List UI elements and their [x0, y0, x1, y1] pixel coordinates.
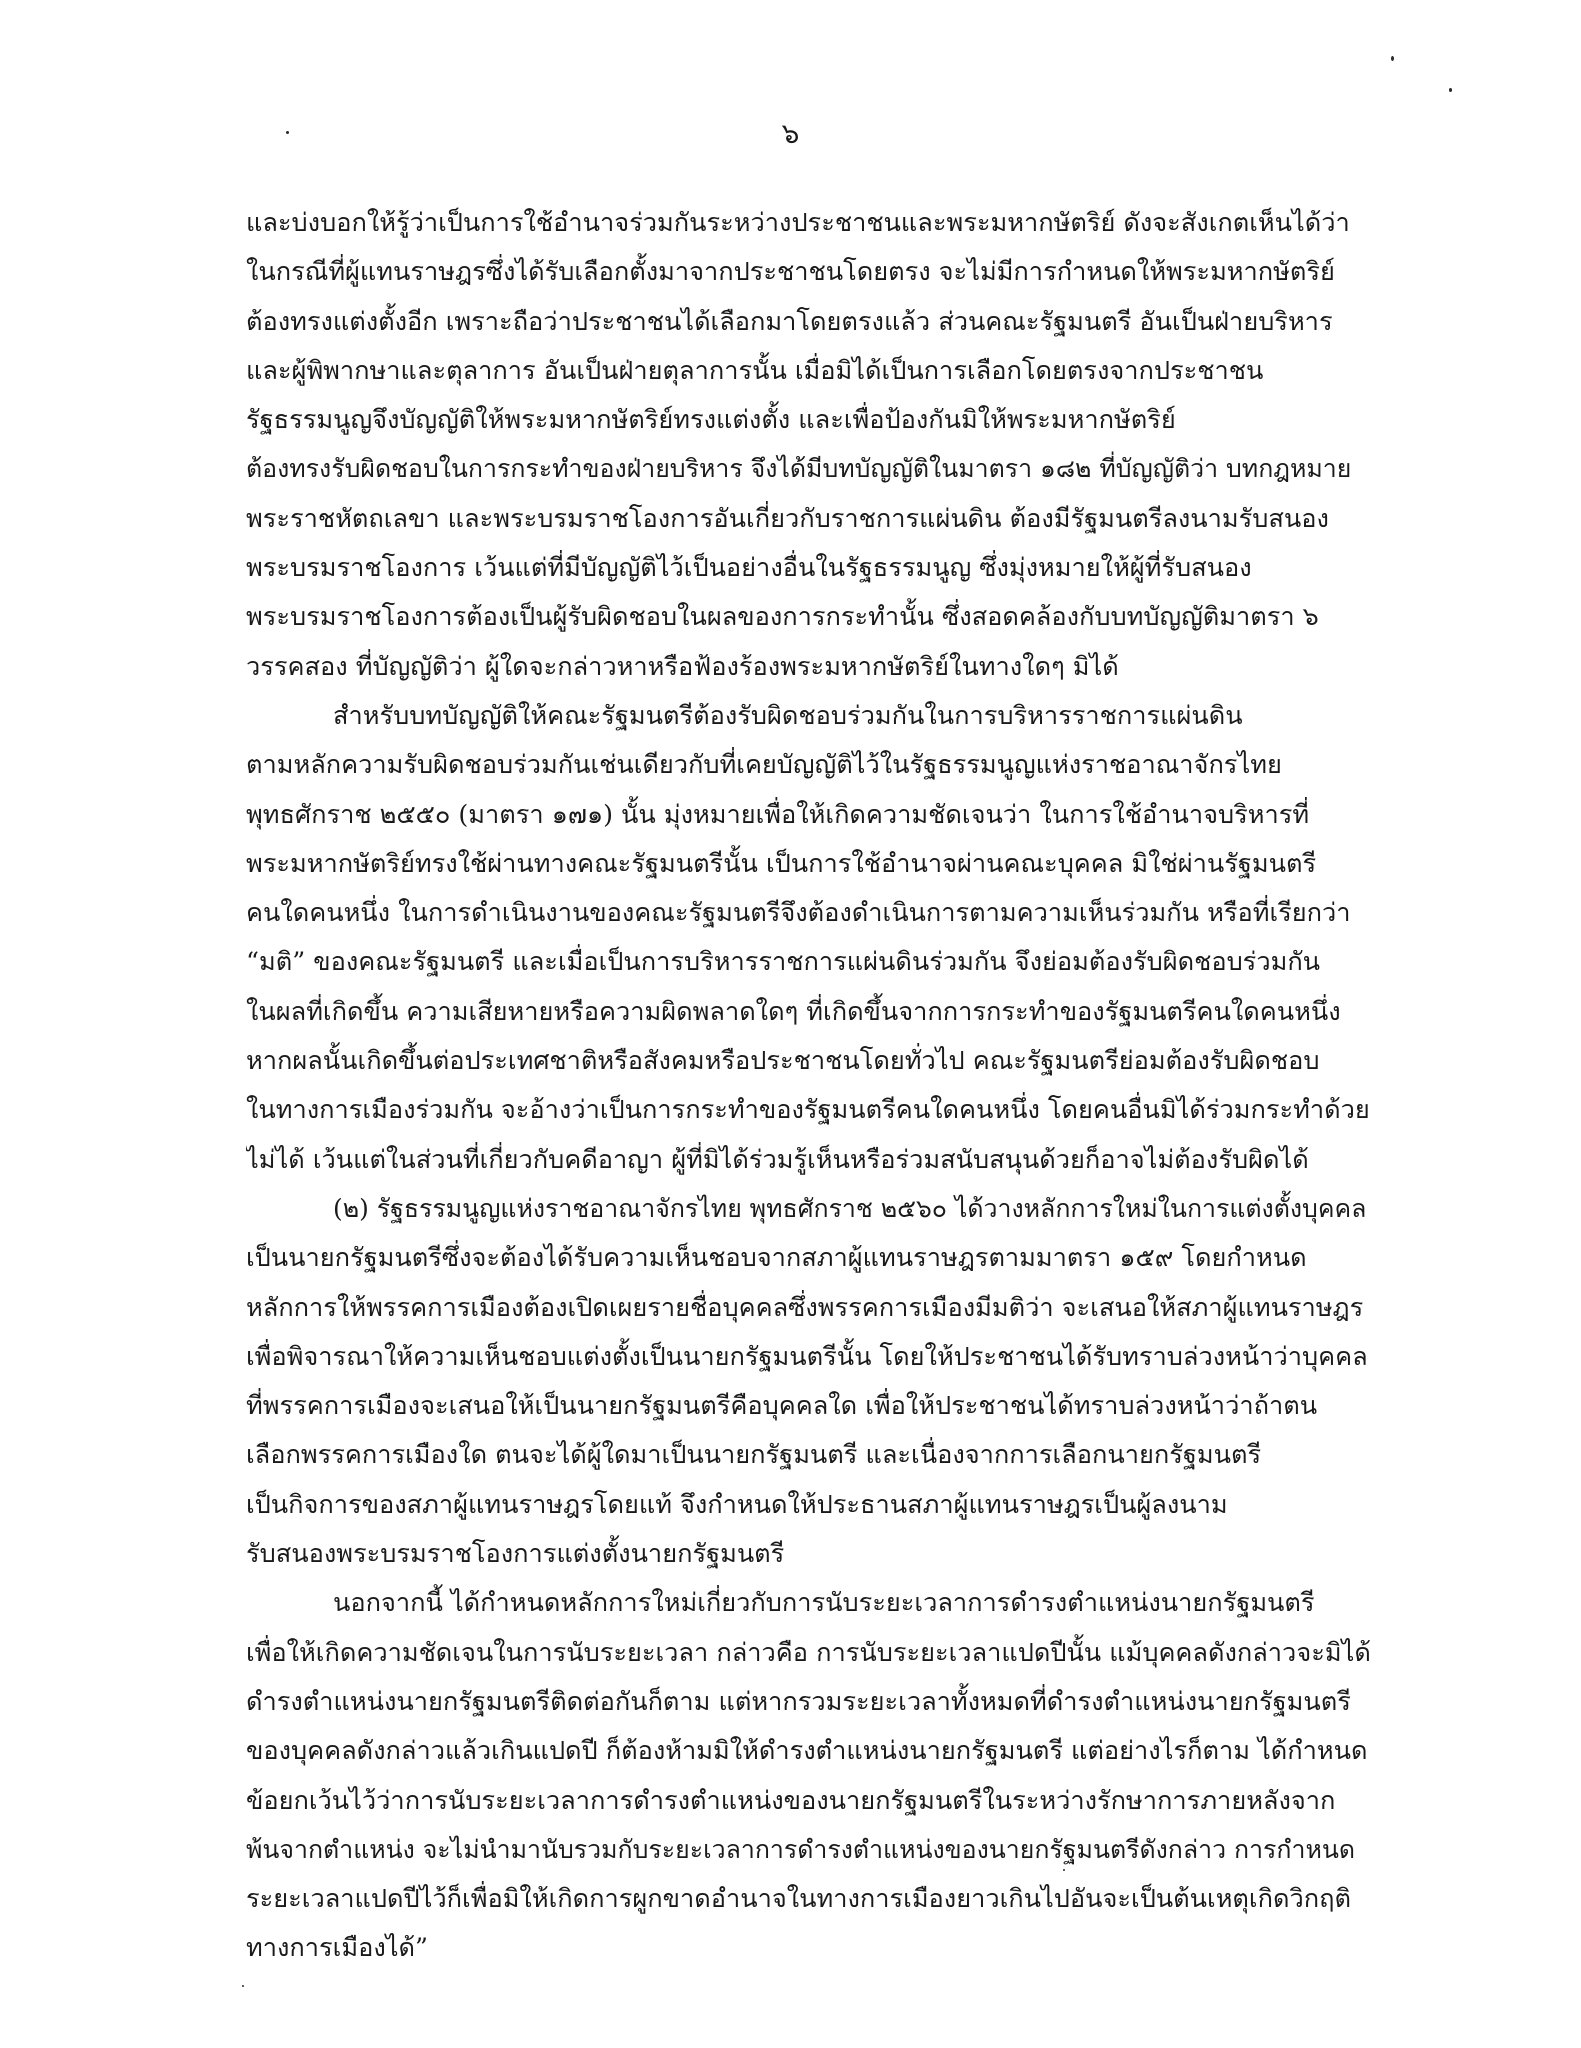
- text-line: (๒) รัฐธรรมนูญแห่งราชอาณาจักรไทย พุทธศักราช ๒๕๖๐ ได้วางหลักการใหม่ในการแต่งตั้งบุคคล: [333, 1193, 1367, 1223]
- text-line: ตามหลักความรับผิดชอบร่วมกันเช่นเดียวกับที่เคยบัญญัติไว้ในรัฐธรรมนูญแห่งราชอาณาจักรไทย: [246, 749, 1282, 780]
- text-line: ในทางการเมืองร่วมกัน จะอ้างว่าเป็นการกระทำของรัฐมนตรีคนใดคนหนึ่ง โดยคนอื่นมิได้ร่วมกระทำด้วย: [246, 1094, 1370, 1125]
- text-line: ต้องทรงรับผิดชอบในการกระทำของฝ่ายบริหาร จึงได้มีบทบัญญัติในมาตรา ๑๘๒ ที่บัญญัติว่า บทกฎหมาย: [246, 454, 1352, 484]
- text-line: ของบุคคลดังกล่าวแล้วเกินแปดปี ก็ต้องห้ามมิให้ดำรงตำแหน่งนายกรัฐมนตรี แต่อย่างไรก็ตาม ได้กำหนด: [246, 1735, 1368, 1766]
- text-line: สำหรับบทบัญญัติให้คณะรัฐมนตรีต้องรับผิดชอบร่วมกันในการบริหารราชการแผ่นดิน: [333, 699, 1243, 730]
- text-line: และผู้พิพากษาและตุลาการ อันเป็นฝ่ายตุลาการนั้น เมื่อมิได้เป็นการเลือกโดยตรงจากประชาชน: [246, 354, 1264, 385]
- page-number: ๖: [781, 117, 800, 150]
- body-text: [246, 198, 1371, 1973]
- text-line: ในกรณีที่ผู้แทนราษฎรซึ่งได้รับเลือกตั้งมาจากประชาชนโดยตรง จะไม่มีการกำหนดให้พระมหากษัตริย์: [246, 256, 1335, 287]
- scan-speck: [242, 1985, 244, 1987]
- text-line: พระบรมราชโองการ เว้นแต่ที่มีบัญญัติไว้เป็นอย่างอื่นในรัฐธรรมนูญ ซึ่งมุ่งหมายให้ผู้ที่รับสนอง: [246, 552, 1252, 583]
- scan-speck: [1449, 88, 1452, 92]
- text-line: หลักการให้พรรคการเมืองต้องเปิดเผยรายชื่อบุคคลซึ่งพรรคการเมืองมีมติว่า จะเสนอให้สภาผู้แทนราษฎร: [246, 1291, 1364, 1322]
- text-line: เป็นกิจการของสภาผู้แทนราษฎรโดยแท้ จึงกำหนดให้ประธานสภาผู้แทนราษฎรเป็นผู้ลงนาม: [246, 1488, 1228, 1519]
- text-line: รับสนองพระบรมราชโองการแต่งตั้งนายกรัฐมนตรี: [246, 1538, 785, 1569]
- text-line: หากผลนั้นเกิดขึ้นต่อประเทศชาติหรือสังคมหรือประชาชนโดยทั่วไป คณะรัฐมนตรีย่อมต้องรับผิดชอบ: [246, 1045, 1320, 1076]
- text-line: “มติ” ของคณะรัฐมนตรี และเมื่อเป็นการบริหารราชการแผ่นดินร่วมกัน จึงย่อมต้องรับผิดชอบร่วมกัน: [246, 946, 1321, 977]
- text-line: ไม่ได้ เว้นแต่ในส่วนที่เกี่ยวกับคดีอาญา ผู้ที่มิได้ร่วมรู้เห็นหรือร่วมสนับสนุนด้วยก็อาจไม่ต้องรับผิดได้: [246, 1143, 1309, 1174]
- text-line: เลือกพรรคการเมืองใด ตนจะได้ผู้ใดมาเป็นนายกรัฐมนตรี และเนื่องจากการเลือกนายกรัฐมนตรี: [246, 1439, 1262, 1470]
- text-line: ระยะเวลาแปดปีไว้ก็เพื่อมิให้เกิดการผูกขาดอำนาจในทางการเมืองยาวเกินไปอันจะเป็นต้นเหตุเกิดวิกฤติ: [246, 1883, 1351, 1914]
- text-line: เพื่อพิจารณาให้ความเห็นชอบแต่งตั้งเป็นนายกรัฐมนตรีนั้น โดยให้ประชาชนได้รับทราบล่วงหน้าว่าบุคคล: [246, 1340, 1368, 1371]
- text-line: เพื่อให้เกิดความชัดเจนในการนับระยะเวลา กล่าวคือ การนับระยะเวลาแปดปีนั้น แม้บุคคลดังกล่าวจะมิได้: [246, 1636, 1371, 1667]
- text-line: ในผลที่เกิดขึ้น ความเสียหายหรือความผิดพลาดใดๆ ที่เกิดขึ้นจากการกระทำของรัฐมนตรีคนใดคนหนึ่ง: [246, 995, 1341, 1026]
- scan-speck: [1391, 56, 1394, 61]
- text-line: ต้องทรงแต่งตั้งอีก เพราะถือว่าประชาชนได้เลือกมาโดยตรงแล้ว ส่วนคณะรัฐมนตรี อันเป็นฝ่ายบริหาร: [246, 305, 1333, 336]
- text-line: คนใดคนหนึ่ง ในการดำเนินงานของคณะรัฐมนตรีจึงต้องดำเนินการตามความเห็นร่วมกัน หรือที่เรียกว่า: [246, 897, 1351, 928]
- scan-speck: [1063, 1869, 1065, 1871]
- text-line: พ้นจากตำแหน่ง จะไม่นำมานับรวมกับระยะเวลาการดำรงตำแหน่งของนายกรัฐมนตรีดังกล่าว การกำหนด: [246, 1834, 1356, 1864]
- text-line: รัฐธรรมนูญจึงบัญญัติให้พระมหากษัตริย์ทรงแต่งตั้ง และเพื่อป้องกันมิให้พระมหากษัตริย์: [246, 404, 1176, 435]
- text-line: ข้อยกเว้นไว้ว่าการนับระยะเวลาการดำรงตำแหน่งของนายกรัฐมนตรีในระหว่างรักษาการภายหลังจาก: [246, 1784, 1336, 1815]
- text-line: พระราชหัตถเลขา และพระบรมราชโองการอันเกี่ยวกับราชการแผ่นดิน ต้องมีรัฐมนตรีลงนามรับสนอง: [246, 502, 1329, 533]
- text-line: ทางการเมืองได้”: [246, 1932, 428, 1963]
- text-line: ดำรงตำแหน่งนายกรัฐมนตรีติดต่อกันก็ตาม แต่หากรวมระยะเวลาทั้งหมดที่ดำรงตำแหน่งนายกรัฐมนตรี: [246, 1685, 1351, 1716]
- text-line: ที่พรรคการเมืองจะเสนอให้เป็นนายกรัฐมนตรีคือบุคคลใด เพื่อให้ประชาชนได้ทราบล่วงหน้าว่าถ้าตน: [246, 1390, 1318, 1421]
- text-line: นอกจากนี้ ได้กำหนดหลักการใหม่เกี่ยวกับการนับระยะเวลาการดำรงตำแหน่งนายกรัฐมนตรี: [333, 1587, 1315, 1618]
- scan-speck: [286, 131, 289, 134]
- text-line: พุทธศักราช ๒๕๕๐ (มาตรา ๑๗๑) นั้น มุ่งหมายเพื่อให้เกิดความชัดเจนว่า ในการใช้อำนาจบริหารที่: [246, 798, 1310, 829]
- text-line: เป็นนายกรัฐมนตรีซึ่งจะต้องได้รับความเห็นชอบจากสภาผู้แทนราษฎรตามมาตรา ๑๕๙ โดยกำหนด: [246, 1242, 1307, 1273]
- text-line: พระมหากษัตริย์ทรงใช้ผ่านทางคณะรัฐมนตรีนั้น เป็นการใช้อำนาจผ่านคณะบุคคล มิใช่ผ่านรัฐมนตรี: [246, 847, 1317, 878]
- text-line: และบ่งบอกให้รู้ว่าเป็นการใช้อำนาจร่วมกันระหว่างประชาชนและพระมหากษัตริย์ ดังจะสังเกตเห็นได้ว่า: [246, 207, 1350, 237]
- text-line: พระบรมราชโองการต้องเป็นผู้รับผิดชอบในผลของการกระทำนั้น ซึ่งสอดคล้องกับบทบัญญัติมาตรา ๖: [246, 601, 1319, 632]
- text-line: วรรคสอง ที่บัญญัติว่า ผู้ใดจะกล่าวหาหรือฟ้องร้องพระมหากษัตริย์ในทางใดๆ มิได้: [246, 650, 1119, 681]
